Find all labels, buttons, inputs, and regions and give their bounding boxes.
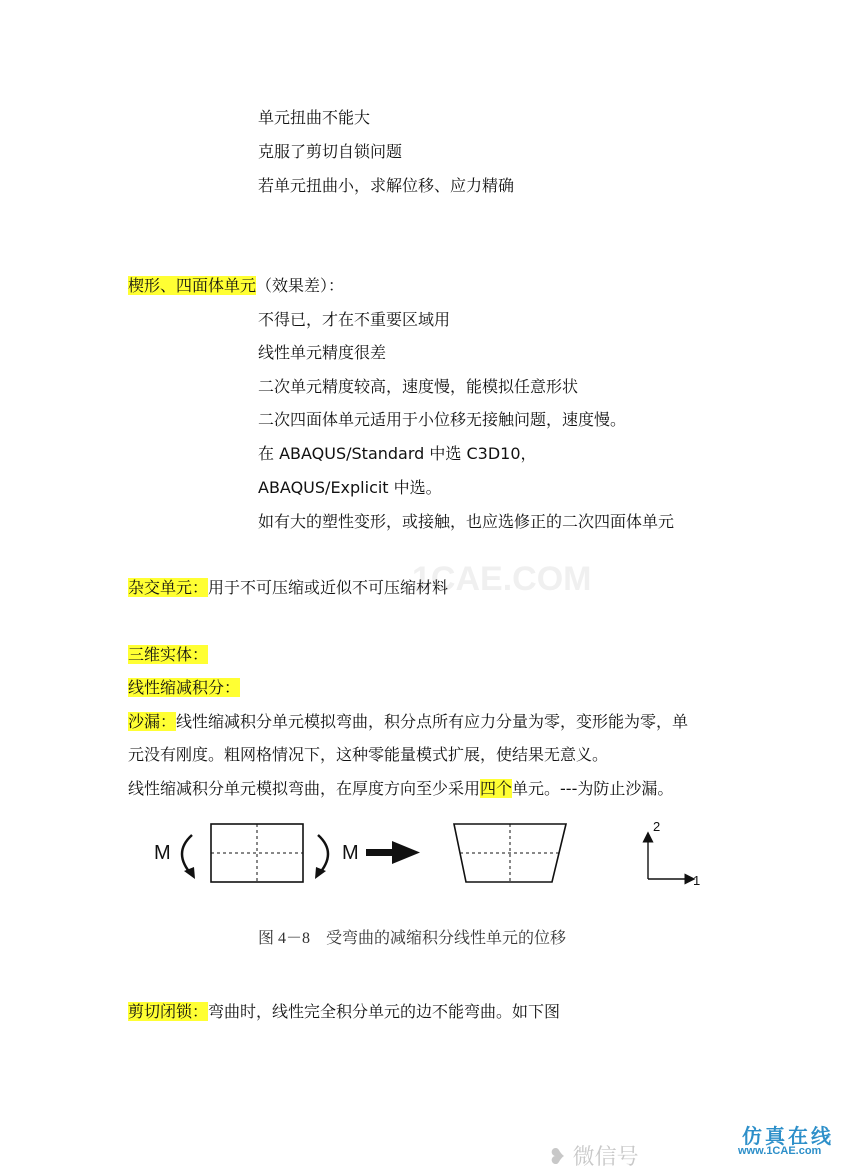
transform-arrow-shaft [366, 849, 394, 856]
wedge-heading-line [128, 275, 344, 297]
hourglass-label: 沙漏： [128, 712, 177, 731]
intro-line-1: 单元扭曲不能大 [258, 108, 371, 127]
wedge-line-6: ABAQUS/Explicit 中选。 [258, 478, 442, 497]
watermark-wechat [548, 1140, 639, 1171]
wedge-line-4: 二次四面体单元适用于小位移无接触问题，速度慢。 [258, 410, 627, 429]
hybrid-line [128, 577, 448, 599]
wedge-line-5: 在 ABAQUS/Standard 中选 C3D10， [258, 444, 537, 463]
hourglass-text: 线性缩减积分单元模拟弯曲，积分点所有应力分量为零，变形能为零，单 [176, 712, 689, 731]
wechat-icon: ❥ [548, 1144, 567, 1169]
intro-line-2: 克服了剪切自锁问题 [258, 142, 403, 161]
shear-lock-label: 剪切闭锁： [128, 1002, 209, 1021]
moment-right-label: M [342, 842, 359, 864]
bending-after: 单元。---为防止沙漏。 [512, 779, 674, 798]
hourglass-text-2: 元没有刚度。粗网格情况下，这种零能量模式扩展，使结果无意义。 [128, 745, 609, 764]
hybrid-text: 用于不可压缩或近似不可压缩材料 [208, 578, 449, 597]
solid-heading-line [128, 644, 208, 666]
axis-2-label: 2 [653, 819, 661, 834]
watermark-site: www.1CAE.com [738, 1145, 822, 1157]
hourglass-line [128, 711, 688, 733]
bending-line [128, 778, 673, 800]
wedge-line-3: 二次单元精度较高，速度慢，能模拟任意形状 [258, 377, 579, 396]
wedge-line-2: 线性单元精度很差 [258, 343, 387, 362]
solid-subheading-line [128, 677, 240, 699]
wedge-heading: 楔形、四面体单元 [128, 276, 257, 295]
axis-1-label: 1 [693, 873, 701, 888]
hybrid-label: 杂交单元： [128, 578, 209, 597]
watermark-wechat-text: 微信号 [572, 1144, 639, 1169]
watermark-brand: 仿真在线 [742, 1126, 834, 1148]
transform-arrow-head [392, 841, 420, 864]
solid-heading: 三维实体： [128, 645, 209, 664]
wedge-heading-suffix: （效果差）： [256, 276, 345, 295]
solid-subheading: 线性缩减积分： [128, 678, 241, 697]
moment-left-label: M [154, 842, 171, 864]
bending-before: 线性缩减积分单元模拟弯曲，在厚度方向至少采用 [128, 779, 481, 798]
bending-highlight: 四个 [480, 779, 513, 798]
intro-line-3: 若单元扭曲小，求解位移、应力精确 [258, 176, 515, 195]
watermark-center: 1CAE.COM [412, 560, 592, 598]
shear-lock-line [128, 1001, 560, 1023]
wedge-line-7: 如有大的塑性变形，或接触，也应选修正的二次四面体单元 [258, 512, 675, 531]
wedge-line-1: 不得已，才在不重要区域用 [258, 310, 451, 329]
bending-figure [140, 815, 720, 900]
figure-caption: 图 4－8 受弯曲的减缩积分线性单元的位移 [258, 930, 567, 947]
shear-lock-text: 弯曲时，线性完全积分单元的边不能弯曲。如下图 [208, 1002, 561, 1021]
